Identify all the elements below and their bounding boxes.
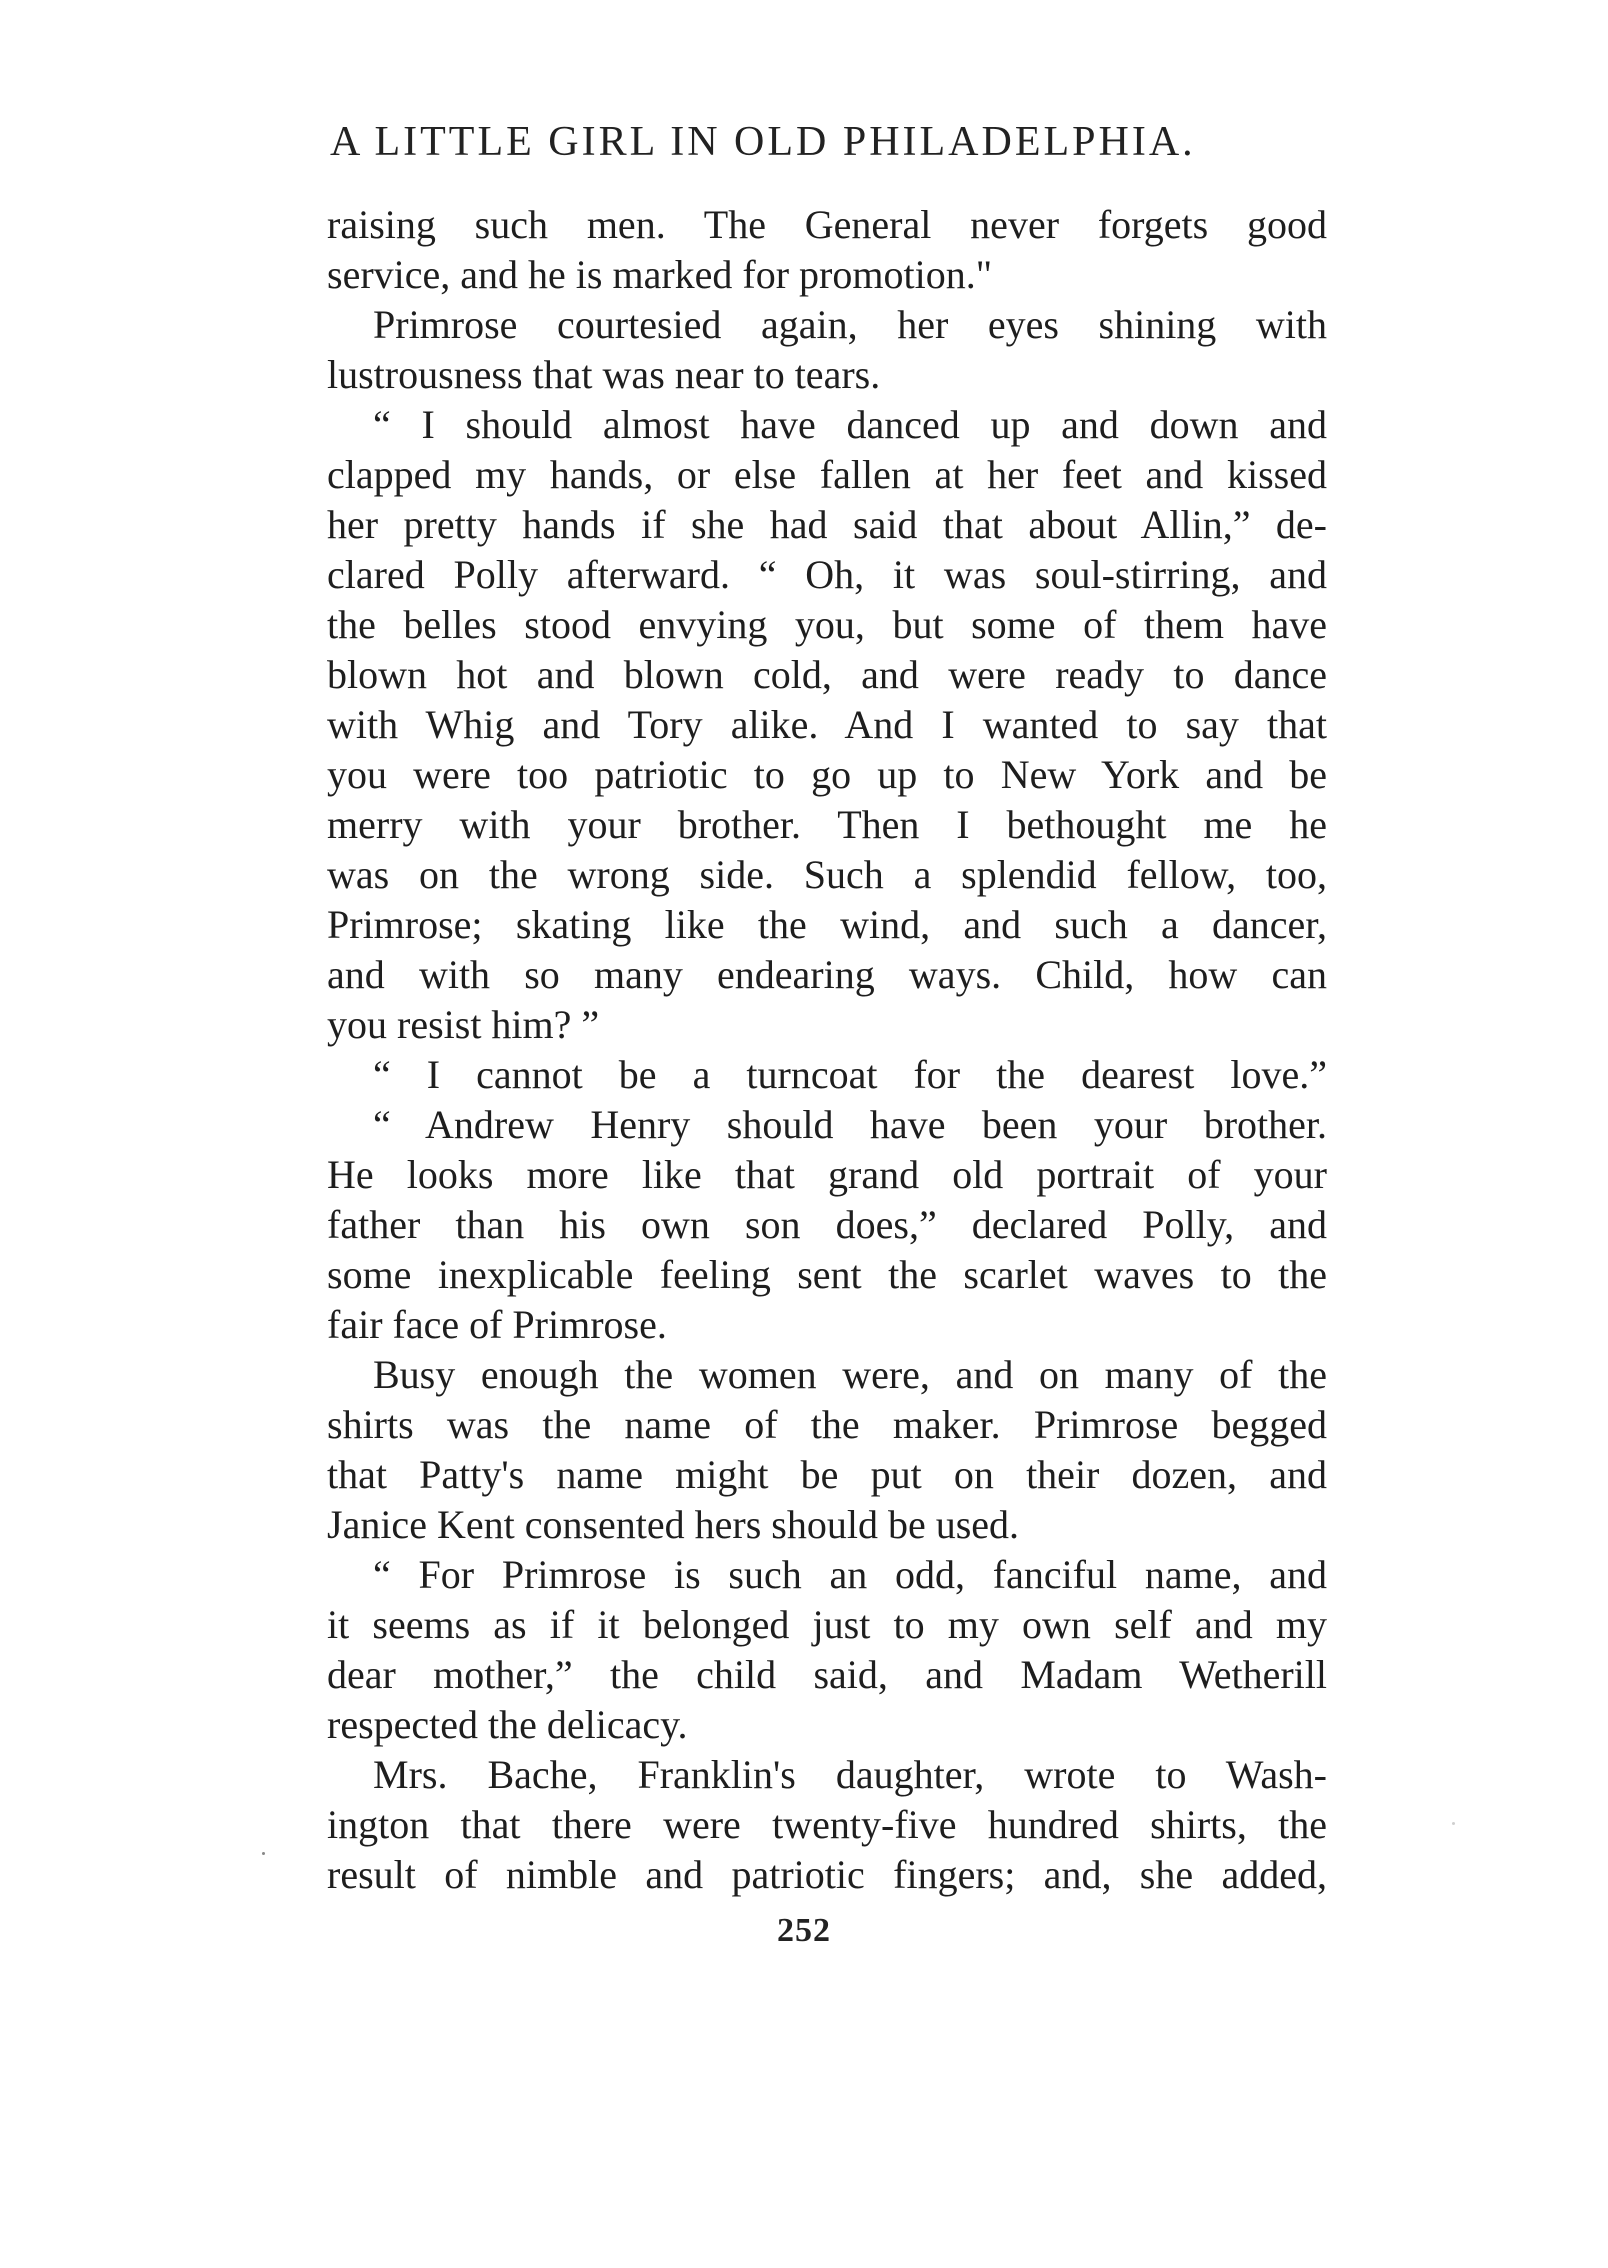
text-line: Busy enough the women were, and on many of the	[373, 1352, 1327, 1397]
text-line: fair face of Primrose.	[327, 1302, 667, 1347]
print-speck	[1452, 1822, 1455, 1825]
text-line: the belles stood envying you, but some of them have	[327, 602, 1327, 647]
text-line: “ I cannot be a turncoat for the dearest love.”	[373, 1052, 1327, 1097]
text-line: Primrose courtesied again, her eyes shining with	[373, 302, 1327, 347]
text-line: He looks more like that grand old portrait of your	[327, 1152, 1327, 1197]
page-number: 252	[777, 1912, 831, 1949]
text-line: Primrose; skating like the wind, and such a dancer,	[327, 902, 1327, 947]
text-line: father than his own son does,” declared Polly, and	[327, 1202, 1327, 1247]
text-line: result of nimble and patriotic fingers; and, she added,	[327, 1852, 1327, 1897]
text-line: was on the wrong side. Such a splendid fellow, too,	[327, 852, 1327, 897]
text-line: you resist him? ”	[327, 1002, 600, 1047]
text-line: “ Andrew Henry should have been your brother.	[373, 1102, 1327, 1147]
text-line: Janice Kent consented hers should be used.	[327, 1502, 1020, 1547]
text-line: dear mother,” the child said, and Madam Wetherill	[327, 1652, 1327, 1697]
text-line: blown hot and blown cold, and were ready to dance	[327, 652, 1327, 697]
text-line: that Patty's name might be put on their dozen, and	[327, 1452, 1327, 1497]
text-line: “ For Primrose is such an odd, fanciful name, and	[373, 1552, 1327, 1597]
text-line: shirts was the name of the maker. Primrose begged	[327, 1402, 1327, 1447]
text-line: clapped my hands, or else fallen at her feet and kissed	[327, 452, 1327, 497]
running-head: A LITTLE GIRL IN OLD PHILADELPHIA.	[330, 119, 1196, 165]
text-line: ington that there were twenty-five hundred shirts, the	[327, 1802, 1327, 1847]
text-line: it seems as if it belonged just to my own self and my	[327, 1602, 1327, 1647]
text-line: lustrousness that was near to tears.	[327, 352, 881, 397]
text-line: respected the delicacy.	[327, 1702, 688, 1747]
text-line: you were too patriotic to go up to New York and be	[327, 752, 1327, 797]
text-line: her pretty hands if she had said that about Allin,” de-	[327, 502, 1327, 547]
text-line: with Whig and Tory alike. And I wanted to say that	[327, 702, 1327, 747]
page-body	[327, 200, 1327, 1900]
text-line: raising such men. The General never forgets good	[327, 202, 1327, 247]
text-line: and with so many endearing ways. Child, how can	[327, 952, 1327, 997]
text-line: merry with your brother. Then I bethought me he	[327, 802, 1327, 847]
text-line: clared Polly afterward. “ Oh, it was soul-stirring, and	[327, 552, 1327, 597]
text-line: Mrs. Bache, Franklin's daughter, wrote to Wash-	[373, 1752, 1327, 1797]
print-speck	[262, 1852, 265, 1855]
text-line: service, and he is marked for promotion."	[327, 252, 993, 297]
text-line: some inexplicable feeling sent the scarlet waves to the	[327, 1252, 1327, 1297]
text-line: “ I should almost have danced up and down and	[373, 402, 1327, 447]
